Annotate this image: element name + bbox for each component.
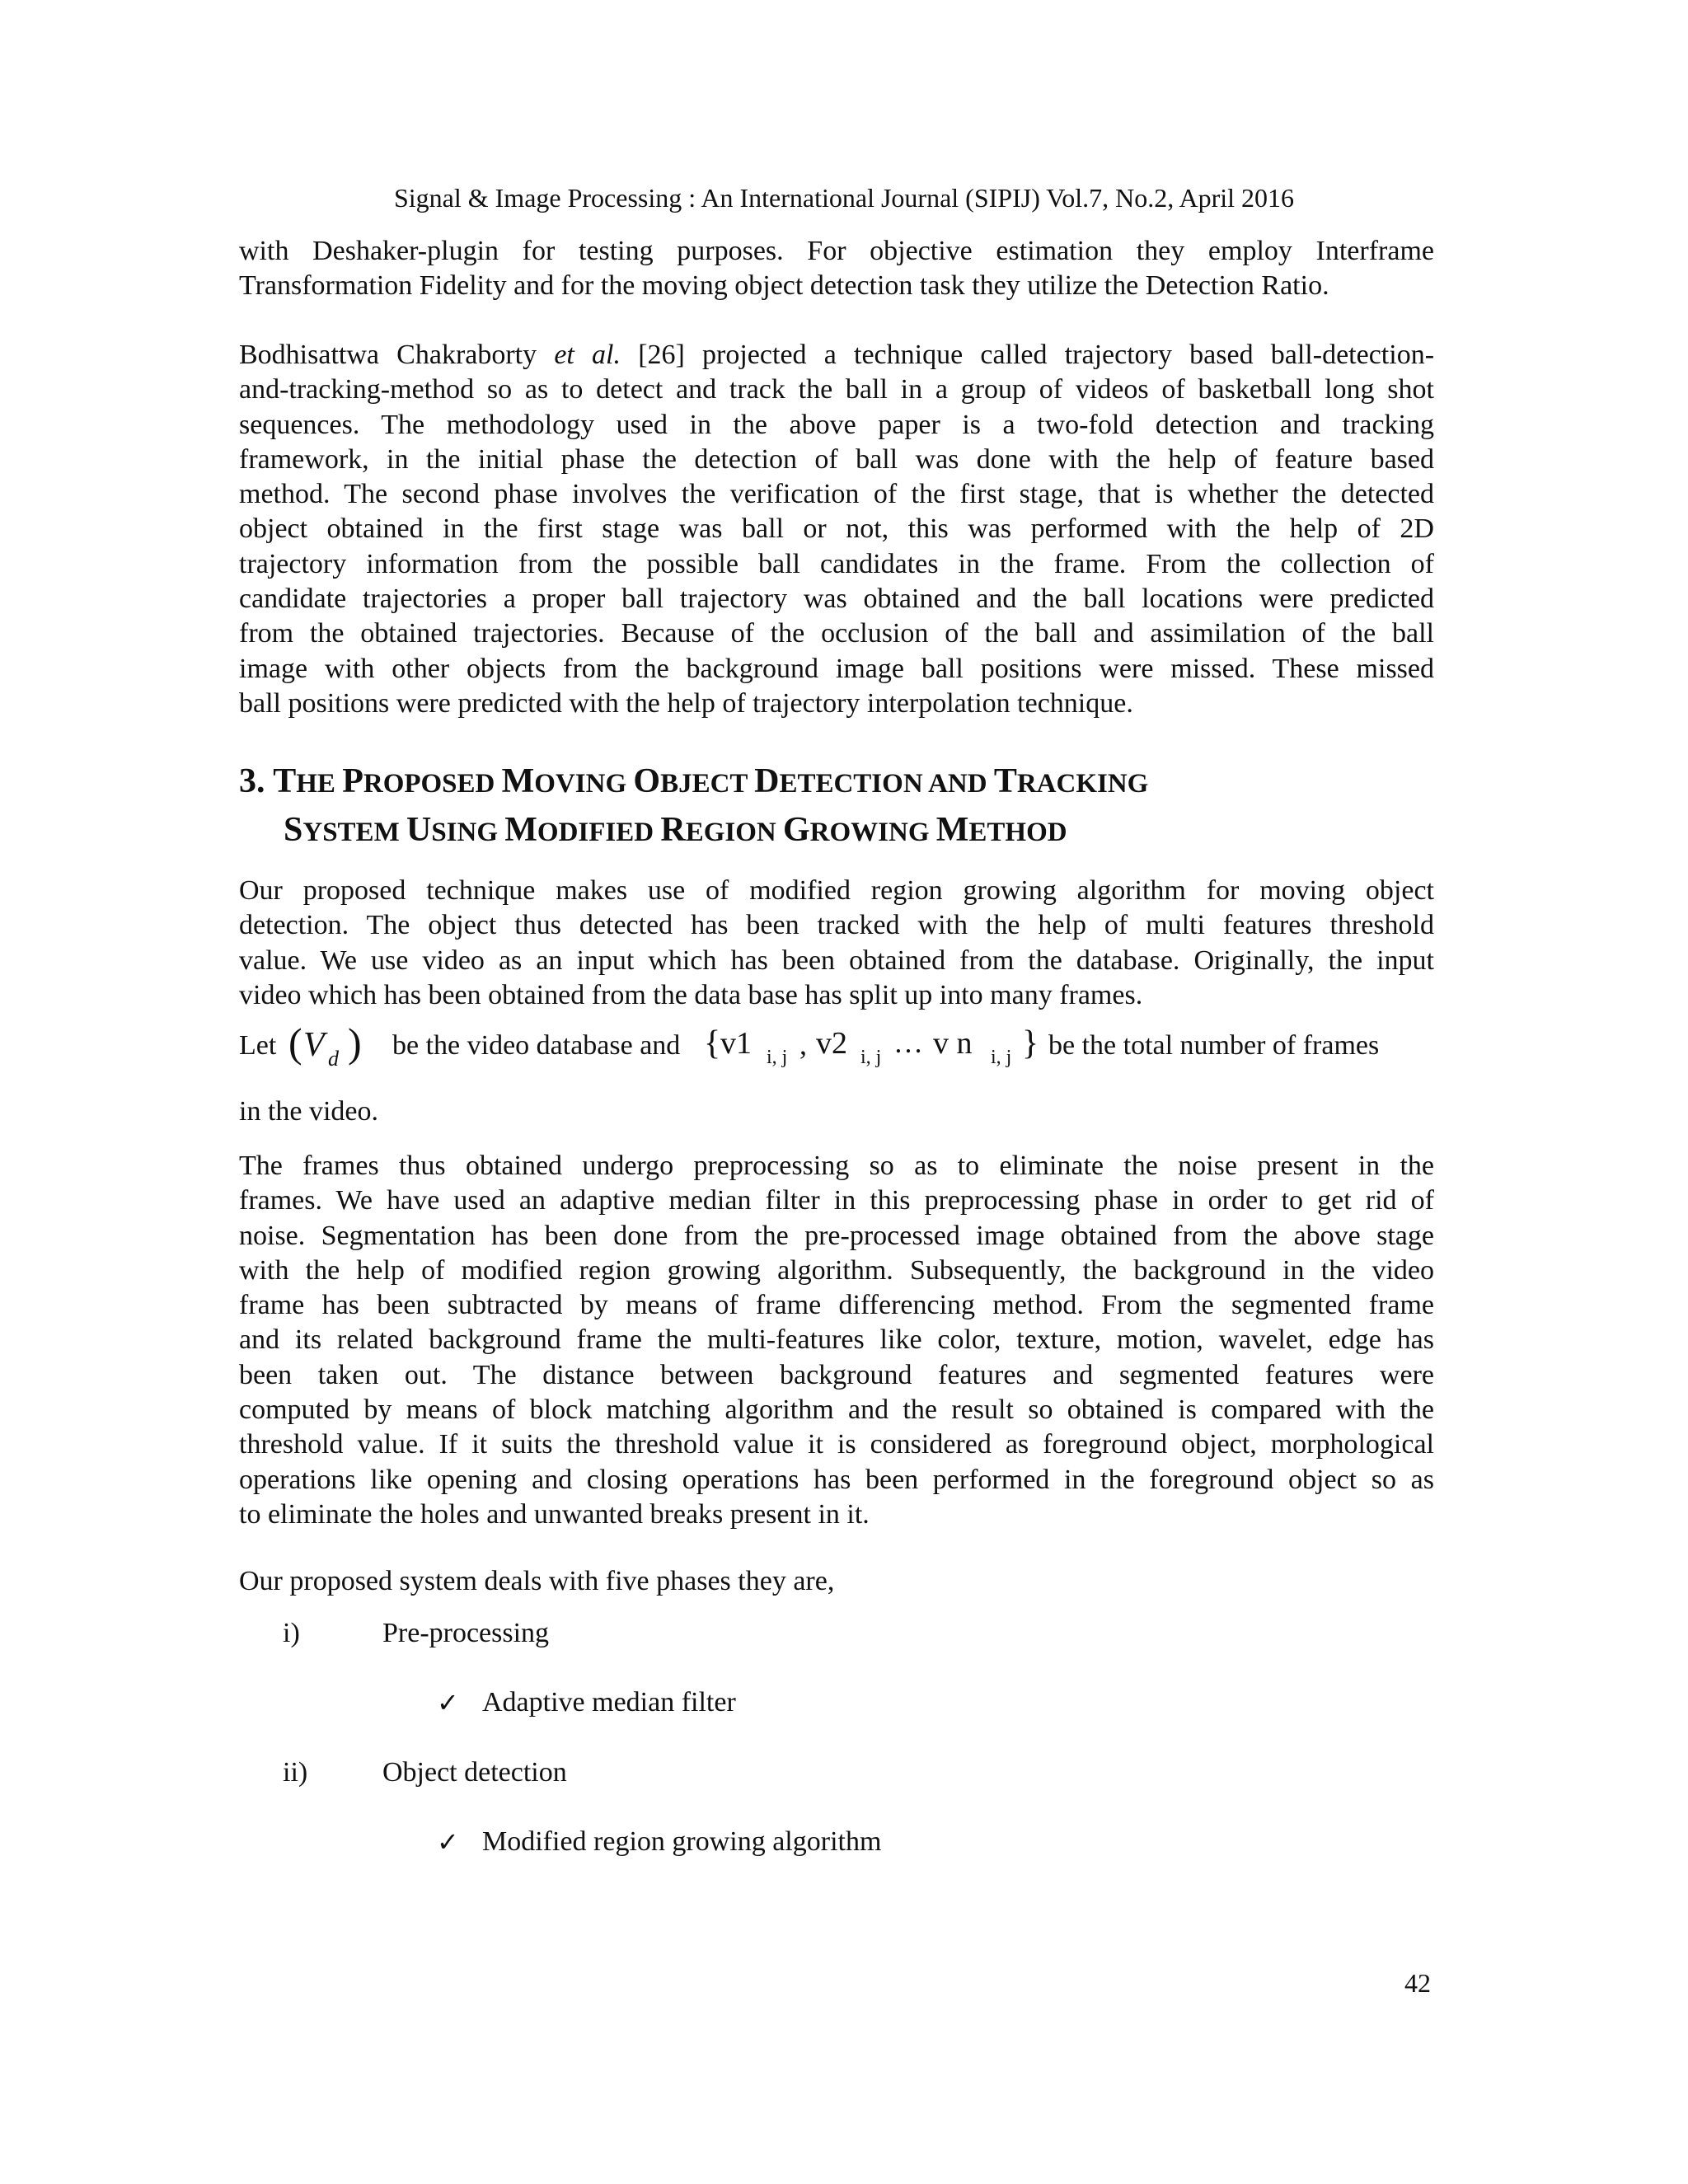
heading-cap: M bbox=[501, 762, 535, 800]
text-line: operations like opening and closing operations has been performed in the foreground object so as bbox=[239, 1464, 1434, 1495]
paragraph-phases-intro bbox=[239, 1564, 1434, 1599]
text-line: to eliminate the holes and unwanted breaks present in it. bbox=[239, 1498, 870, 1530]
list-item-label: Object detection bbox=[382, 1757, 567, 1788]
text-line: with the help of modified region growing algorithm. Subsequently, the background in the video bbox=[239, 1254, 1434, 1286]
heading-smallcaps: ETHOD bbox=[968, 818, 1067, 847]
paragraph-process-overview bbox=[239, 1149, 1434, 1532]
text-line: video which has been obtained from the data base has split up into many frames. bbox=[239, 979, 1143, 1010]
text-fragment: be the video database and bbox=[392, 1030, 681, 1061]
text-line: threshold value. If it suits the threshold value it is considered as foreground object, morphological bbox=[239, 1429, 1434, 1460]
author-name: Bodhisattwa Chakraborty bbox=[239, 340, 555, 370]
heading-cap: D bbox=[754, 762, 780, 800]
text-line: framework, in the initial phase the detection of ball was done with the help of feature based bbox=[239, 443, 1434, 475]
math-variable-v: V bbox=[303, 1026, 325, 1064]
heading-smallcaps: SING bbox=[431, 818, 505, 847]
brace-open: { bbox=[704, 1024, 721, 1062]
heading-cap: S bbox=[284, 811, 303, 849]
text-fragment: be the total number of frames bbox=[1048, 1030, 1380, 1061]
text-line: from the obtained trajectories. Because of the occlusion of the ball and assimilation of the ball bbox=[239, 618, 1434, 649]
paragraph-continuation bbox=[239, 234, 1434, 304]
heading-smallcaps: BJECT bbox=[660, 769, 755, 799]
heading-smallcaps: EGION bbox=[685, 818, 783, 847]
text-line: noise. Segmentation has been done from the pre-processed image obtained from the above stage bbox=[239, 1220, 1434, 1251]
checkmark-icon: ✓ bbox=[437, 1687, 459, 1718]
text-line: with Deshaker-plugin for testing purposes. For objective estimation they employ Interframe bbox=[239, 236, 1434, 266]
paren-close: ) bbox=[348, 1019, 362, 1066]
heading-smallcaps: RACKING bbox=[1016, 769, 1149, 799]
text-line: The frames thus obtained undergo preprocessing so as to eliminate the noise present in the bbox=[239, 1151, 1434, 1181]
text-line: and-tracking-method so as to detect and track the ball in a group of videos of basketball long shot bbox=[239, 374, 1434, 405]
text-line: frames. We have used an adaptive median filter in this preprocessing phase in order to get rid of bbox=[239, 1185, 1434, 1216]
heading-cap: T bbox=[993, 762, 1017, 800]
text-line: method. The second phase involves the verification of the first stage, that is whether the detected bbox=[239, 479, 1434, 510]
text-line: and its related background frame the multi-features like color, texture, motion, wavelet, edge has bbox=[239, 1324, 1434, 1356]
heading-smallcaps: ROPOSED bbox=[363, 769, 502, 799]
paragraph-fragment bbox=[239, 1094, 1434, 1129]
text-line: been taken out. The distance between background features and segmented features were bbox=[239, 1359, 1434, 1390]
paragraph-related-work bbox=[239, 338, 1434, 721]
et-al-italic: et al. bbox=[554, 340, 621, 370]
heading-smallcaps: YSTEM bbox=[302, 818, 406, 847]
text-line: sequences. The methodology used in the above paper is a two-fold detection and tracking bbox=[239, 409, 1434, 440]
heading-smallcaps: HE bbox=[296, 769, 343, 799]
text-line: Transformation Fidelity and for the moving object detection task they utilize the Detection Ratio. bbox=[239, 270, 1329, 302]
brace-close: } bbox=[1022, 1024, 1039, 1062]
text-line: frame has been subtracted by means of frame differencing method. From the segmented frame bbox=[239, 1290, 1434, 1321]
heading-cap: M bbox=[935, 811, 969, 849]
math-v1: v1 bbox=[720, 1026, 752, 1061]
text-fragment: [26] projected a technique called trajectory based ball-detection- bbox=[621, 340, 1435, 370]
text-line bbox=[239, 338, 1434, 373]
section-heading bbox=[239, 758, 1475, 855]
math-vn: v n bbox=[933, 1026, 973, 1061]
text-line: candidate trajectories a proper ball trajectory was obtained and the ball locations were predicted bbox=[239, 583, 1434, 615]
section-number: 3. bbox=[239, 762, 265, 800]
heading-smallcaps: ROWING bbox=[809, 818, 936, 847]
heading-line-1 bbox=[239, 758, 1475, 807]
text-line: computed by means of block matching algorithm and the result so obtained is compared with the bbox=[239, 1394, 1434, 1426]
heading-cap: U bbox=[406, 811, 432, 849]
heading-cap: R bbox=[660, 811, 686, 849]
heading-smallcaps: ODIFIED bbox=[537, 818, 661, 847]
math-subscript: i, j bbox=[767, 1047, 788, 1068]
heading-cap: M bbox=[504, 811, 537, 849]
heading-cap: O bbox=[633, 762, 661, 800]
heading-line-2 bbox=[239, 807, 1475, 855]
heading-smallcaps: OVING bbox=[534, 769, 634, 799]
text-line: in the video. bbox=[239, 1096, 379, 1127]
math-ellipsis: … bbox=[893, 1026, 923, 1059]
heading-smallcaps: ETECTION AND bbox=[779, 769, 994, 799]
text-line: ball positions were predicted with the help of trajectory interpolation technique. bbox=[239, 687, 1133, 719]
math-v2: v2 bbox=[816, 1026, 847, 1061]
text-line: trajectory information from the possible ball candidates in the frame. From the collection of bbox=[239, 548, 1434, 579]
math-comma: , bbox=[799, 1028, 807, 1061]
heading-cap: T bbox=[273, 762, 297, 800]
paragraph-proposed-technique bbox=[239, 874, 1434, 1013]
math-subscript: i, j bbox=[991, 1047, 1012, 1068]
page-number: 42 bbox=[1404, 1968, 1431, 1998]
list-subitem-label: Adaptive median filter bbox=[482, 1687, 736, 1718]
list-numeral: ii) bbox=[283, 1757, 308, 1788]
running-header: Signal & Image Processing : An International Journal (SIPIJ) Vol.7, No.2, April 2016 bbox=[393, 183, 1295, 213]
heading-cap: G bbox=[782, 811, 810, 849]
text-line: Our proposed system deals with five phases they are, bbox=[239, 1566, 835, 1596]
let-word: Let bbox=[239, 1030, 277, 1061]
text-line: object obtained in the first stage was ball or not, this was performed with the help of 2D bbox=[239, 513, 1434, 545]
text-line: value. We use video as an input which has been obtained from the database. Originally, the input bbox=[239, 944, 1434, 976]
text-line: Our proposed technique makes use of modified region growing algorithm for moving object bbox=[239, 875, 1434, 906]
text-line: detection. The object thus detected has been tracked with the help of multi features threshold bbox=[239, 910, 1434, 941]
math-subscript-d: d bbox=[328, 1047, 339, 1071]
inline-math-line bbox=[239, 1019, 1434, 1080]
text-line: image with other objects from the background image ball positions were missed. These missed bbox=[239, 653, 1434, 684]
heading-cap: P bbox=[342, 762, 363, 800]
list-numeral: i) bbox=[283, 1618, 300, 1648]
list-item-label: Pre-processing bbox=[382, 1618, 550, 1648]
checkmark-icon: ✓ bbox=[437, 1826, 459, 1858]
list-subitem-label: Modified region growing algorithm bbox=[482, 1826, 882, 1857]
paren-open: ( bbox=[288, 1019, 302, 1066]
math-subscript: i, j bbox=[860, 1047, 882, 1068]
